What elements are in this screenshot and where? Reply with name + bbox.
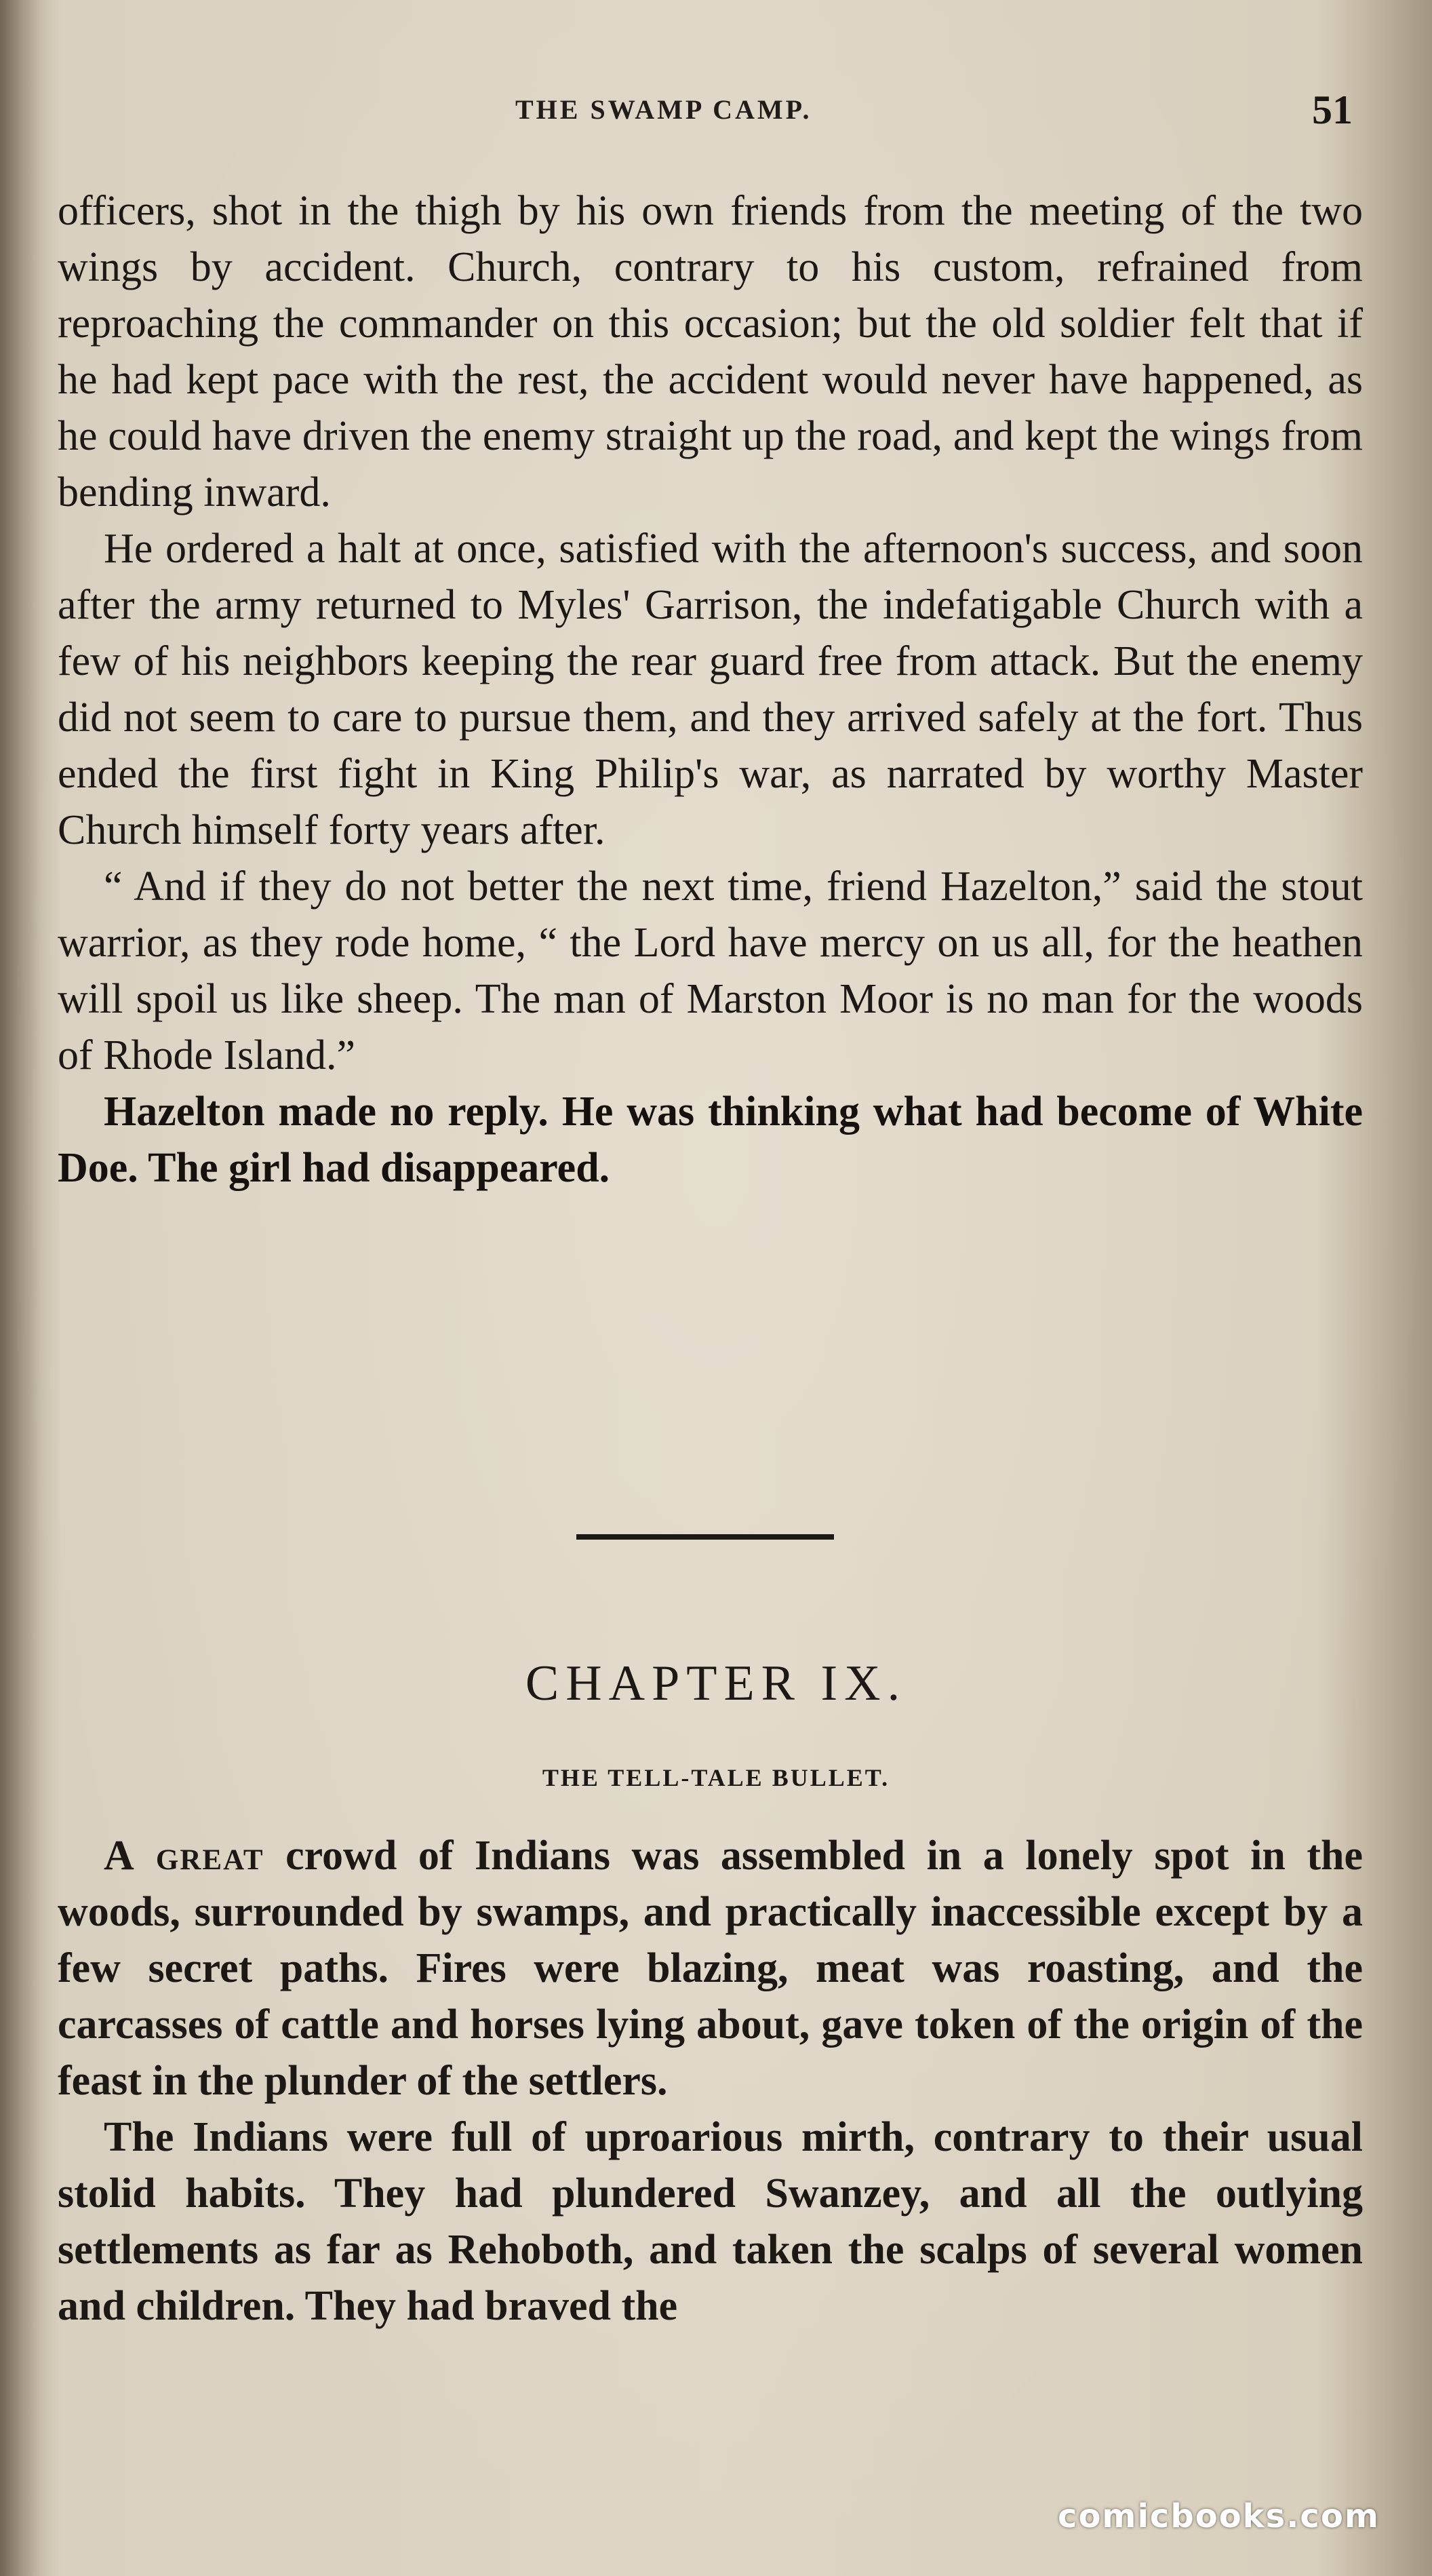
paragraph-text: crowd of Indians was assembled in a lonely spot in the woods, surrounded by swamps, and practically inaccessible except by a few secret paths. Fires were blazing, meat was roasting, and the carcasses of cattle and horses lying about, gave token of the origin of the feast in the plunder of the settlers. bbox=[58, 1833, 1363, 2104]
running-head: THE SWAMP CAMP. bbox=[515, 94, 812, 125]
paragraph-opening bbox=[58, 1828, 1363, 2109]
paragraph: officers, shot in the thigh by his own friends from the meeting of the two wings by accident. Church, contrary to his custom, refrained from reproaching the commander on this occasion; but the old soldier felt that if he had kept pace with the rest, the accident would never have happened, as he could have driven the enemy straight up the road, and kept the wings from bending inward. bbox=[58, 188, 1363, 515]
page-number: 51 bbox=[1312, 87, 1353, 132]
watermark: comicbooks.com bbox=[1058, 2497, 1380, 2535]
opening-words: A great bbox=[104, 1833, 264, 1879]
spine-shadow bbox=[0, 0, 41, 2576]
section-divider bbox=[576, 1534, 834, 1540]
text-block-chapter bbox=[58, 1828, 1363, 2335]
paragraph: Hazelton made no reply. He was thinking what had become of White Doe. The girl had disappeared. bbox=[58, 1089, 1363, 1191]
paragraph: He ordered a halt at once, satisfied with the afternoon's success, and soon after the army returned to Myles' Garrison, the indefatigable Church with a few of his neighbors keeping the rear guard free from attack. But the enemy did not seem to care to pursue them, and they arrived safely at the fort. Thus ended the first fight in King Philip's war, as narrated by worthy Master Church himself forty years after. bbox=[58, 526, 1363, 853]
text-block-top bbox=[58, 183, 1363, 1196]
paragraph: The Indians were full of uproarious mirth, contrary to their usual stolid habits. They had plundered Swanzey, and all the outlying settlements as far as Rehoboth, and taken the scalps of several women and children. They had braved the bbox=[58, 2114, 1363, 2329]
paragraph: “ And if they do not better the next time, friend Hazelton,” said the stout warrior, as they rode home, “ the Lord have mercy on us all, for the heathen will spoil us like sheep. The man of Marston Moor is no man for the woods of Rhode Island.” bbox=[58, 863, 1363, 1078]
chapter-title: CHAPTER IX. bbox=[525, 1656, 907, 1711]
chapter-subtitle: THE TELL-TALE BULLET. bbox=[542, 1764, 890, 1791]
